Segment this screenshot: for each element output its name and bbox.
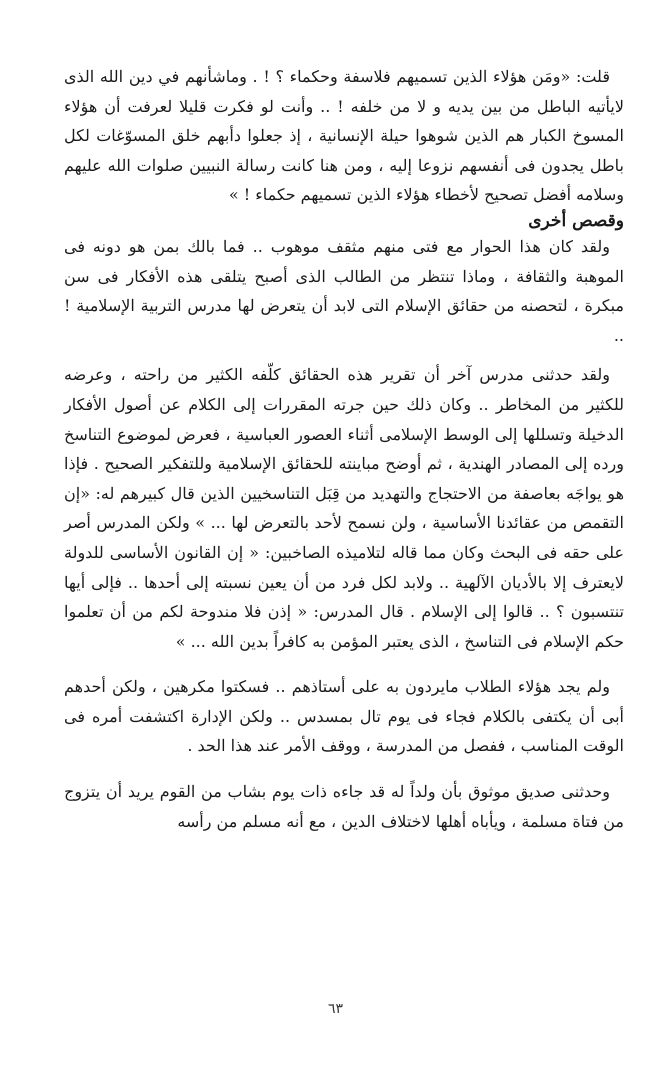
paragraph-dialogue: ولقد كان هذا الحوار مع فتى منهم مثقف موهوب .. فما بالك بمن هو دونه فى الموهبة والثقافة ، وماذا تنتظر من الطالب الذى أصبح يتلقى هذه الأفكار فى سن مبكرة ، لتحصنه من حقائق الإسلام التى لابد أن يتعرض لها مدرس التربية الإسلامية ! .. (64, 236, 625, 345)
paragraph-teacher: ولقد حدثنى مدرس آخر أن تقرير هذه الحقائق كلّفه الكثير من راحته ، وعرضه للكثير من المخاطر .. وكان ذلك حين جرته المقررات إلى الكلام عن أصول الأفكار الدخيلة وتسللها إلى الوسط الإسلامى أثناء العصور العباسية ، فعرض لموضوع التناسخ ورده إلى المصادر الهندية ، ثم أوضح مباينته للحقائق الإسلامية وللتفكير الصحيح . فإذا هو يواجَه بعاصفة من الاحتجاج والتهديد من قِبَل التناسخيين الذين قال كبيرهم له: «إن التقمص من عقائدنا الأساسية ، ولن نسمح لأحد بالتعرض لها ... » ولكن المدرس أصر على حقه فى البحث وكان مما قاله لتلاميذه الصاخبين: « إن القانون الأساسى للدولة لايعترف إلا بالأديان الآلهية .. ولابد لكل فرد من أن يعين نسبته إلى أحدها .. فإلى أيها تنتسبون ؟ .. قالوا إلى الإسلام . قال المدرس: « إذن فلا مندوحة لكم من أن تعلموا حكم الإسلام فى التناسخ ، الذى يعتبر المؤمن به كافراً بدين الله ... » (64, 365, 625, 651)
section-heading: وقصص أخرى (528, 210, 624, 231)
paragraph-friend: وحدثنى صديق موثوق بأن ولداً له قد جاءه ذات يوم بشاب من القوم يريد أن يتزوج من فتاة مسلمة ، ويأباه أهلها لاختلاف الدين ، مع أنه مسلم من رأسه (64, 782, 624, 831)
page-number: ٦٣ (327, 1001, 344, 1017)
paragraph-quote: قلت: «ومَن هؤلاء الذين تسميهم فلاسفة وحكماء ؟ ! . وماشأنهم في دين الله الذى لايأتيه الباطل من بين يديه و لا من خلفه ! .. وأنت لو فكرت قليلا لعرفت أن هؤلاء المسوخ الكبار هم الذين شوهوا حيلة الإنسانية ، إذ جعلوا دأبهم خلق المسوّغات لكل باطل يجدون فى أنفسهم نزوعا إليه ، ومن هنا كانت رسالة النبيين صلوات الله عليهم وسلامه أفضل تصحيح لأخطاء هؤلاء الذين تسميهم حكماء ! » (64, 67, 624, 205)
text-column (64, 62, 624, 836)
paragraph-students: ولم يجد هؤلاء الطلاب مايردون به على أستاذهم .. فسكتوا مكرهين ، ولكن أحدهم أبى أن يكتفى بالكلام فجاء فى يوم تال بمسدس .. ولكن الإدارة اكتشفت أمره فى الوقت المناسب ، ففصل من المدرسة ، ووقف الأمر عند هذا الحد . (64, 677, 624, 756)
